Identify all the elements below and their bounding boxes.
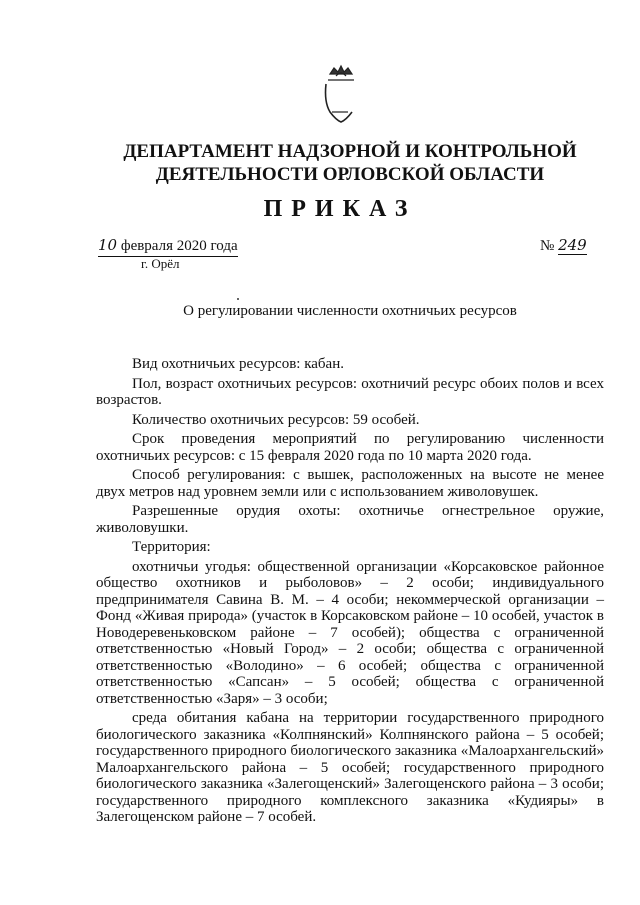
scan-dot	[237, 298, 239, 300]
date-month-year: февраля 2020 года	[120, 238, 238, 254]
order-body	[96, 356, 604, 826]
paragraph: Количество охотничьих ресурсов: 59 особей.	[132, 411, 420, 428]
order-date	[98, 236, 238, 257]
paragraph: Территория:	[132, 539, 211, 555]
paragraph: Вид охотничьих ресурсов: кабан.	[132, 356, 344, 372]
coat-of-arms-icon	[316, 62, 366, 124]
department-name: ДЕПАРТАМЕНТ НАДЗОРНОЙ И КОНТРОЛЬНОЙ ДЕЯТЕЛЬНОСТИ ОРЛОВСКОЙ ОБЛАСТИ	[123, 141, 577, 185]
order-title: ПРИКАЗ	[263, 196, 417, 222]
paragraph: Разрешенные орудия охоты: охотничье огнестрельное оружие, живоловушки.	[96, 503, 604, 536]
paragraph: Срок проведения мероприятий по регулированию численности охотничьих ресурсов: с 15 февраля 2020 года по 10 марта 2020 года.	[96, 431, 604, 464]
paragraph: охотничьи угодья: общественной организации «Корсаковское районное общество охотников и рыболовов» – 2 особи; индивидуального предпринимателя Савина В. М. – 4 особи; некоммерческой организации – Фонд «Живая природа» (участок в Корсаковском районе – 10 особей, участок в Новодеревеньковском районе – 7 особей); общества с ограниченной ответственностью «Новый Город» – 2 особи; общества с ограниченной ответственностью «Володино» – 6 особей; общества с ограниченной ответственностью «Сапсан» – 5 особей; общества с ограниченной ответственностью «Заря» – 3 особи;	[96, 558, 604, 707]
paragraph: среда обитания кабана на территории государственного природного биологического заказника «Колпнянский» Колпнянского района – 5 особей; государственного природного биологического заказника «Малоархангельский» Малоархангельского района – 5 особей; государственного природного биологического заказника «Залегощенский» Залегощенского района – 3 особи; государственного природного комплексного заказника «Кудияры» в Залегощенском районе – 7 особей.	[96, 710, 604, 825]
paragraph: Пол, возраст охотничьих ресурсов: охотничий ресурс обоих полов и всех возрастов.	[96, 375, 604, 408]
number-prefix: №	[540, 238, 555, 254]
order-subject: О регулировании численности охотничьих ресурсов	[183, 303, 517, 319]
date-day: 10	[98, 236, 118, 254]
number-value: 249	[558, 236, 587, 254]
city: г. Орёл	[141, 256, 180, 271]
order-number	[540, 236, 587, 255]
paragraph: Способ регулирования: с вышек, расположенных на высоте не менее двух метров над уровнем земли или с использованием живоловушек.	[96, 467, 604, 500]
